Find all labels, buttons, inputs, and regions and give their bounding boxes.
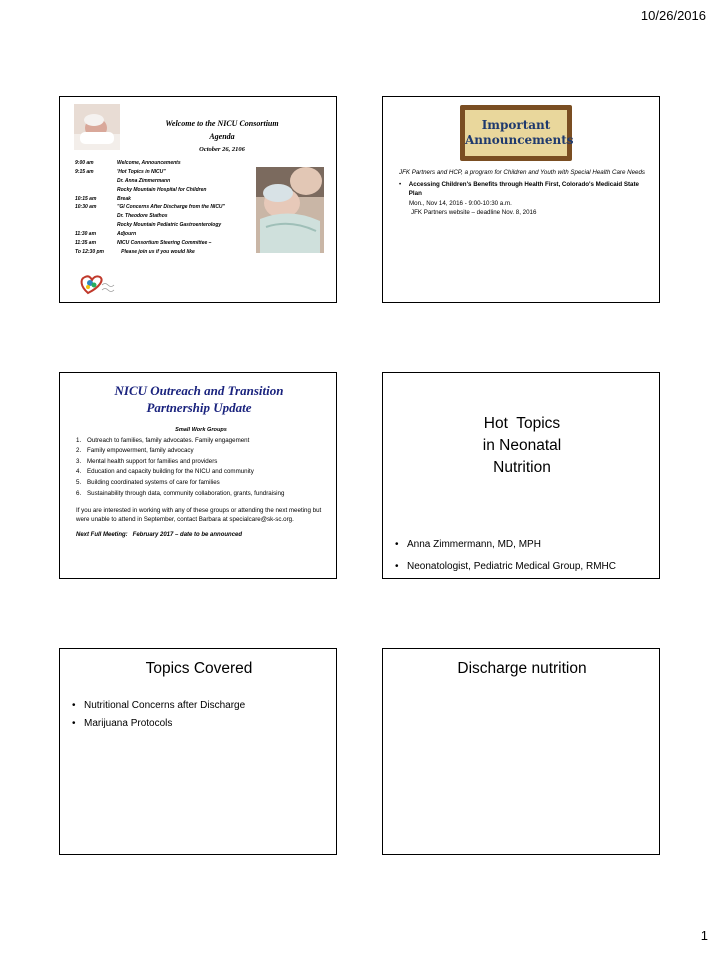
bullet-icon: • <box>399 180 402 188</box>
slide-title: Topics Covered <box>145 660 253 677</box>
agenda-time <box>75 221 117 230</box>
agenda-text: Dr. Anna Zimmermann <box>117 177 171 184</box>
announcement-bullet-text: Accessing Children's Benefits through Health First, Colorado's Medicaid State Plan <box>408 180 639 197</box>
announcement-detail: JFK Partners website – deadline Nov. 8, 2016 <box>411 209 537 216</box>
item-number: 6. <box>76 489 82 497</box>
agenda-text: Break <box>117 195 131 202</box>
slide-title <box>383 413 660 479</box>
item-text: Marijuana Protocols <box>84 718 173 729</box>
announcement-intro: JFK Partners and HCP, a program for Children and Youth with Special Health Care Needs <box>399 169 646 176</box>
announcement-detail: Mon., Nov 14, 2016 - 9:00-10:30 a.m. <box>409 199 512 207</box>
agenda-row <box>75 195 225 204</box>
item-number: 3. <box>76 457 82 465</box>
list-item <box>72 697 334 715</box>
slide-3-nicu-outreach <box>59 372 337 579</box>
agenda-text: Rocky Mountain Pediatric Gastroenterology <box>117 222 222 229</box>
speaker-list <box>395 534 657 578</box>
agenda-time <box>75 186 117 195</box>
agenda-row <box>75 168 225 177</box>
list-item <box>76 436 326 447</box>
bullet-icon: • <box>395 539 399 550</box>
announcement-bullet <box>399 180 649 199</box>
topics-list <box>72 697 334 733</box>
item-text: Nutritional Concerns after Discharge <box>84 700 246 711</box>
agenda-list <box>75 159 225 257</box>
slide-4-hot-topics <box>382 372 660 579</box>
item-number: 1. <box>76 436 82 444</box>
agenda-time: 9:15 am <box>75 168 94 175</box>
agenda-time: 11:30 am <box>75 231 97 238</box>
slide-1-welcome-agenda <box>59 96 337 303</box>
agenda-row <box>75 248 225 257</box>
agenda-time <box>75 212 117 221</box>
agenda-title-line: Agenda <box>209 132 235 141</box>
print-date: 10/26/2016 <box>640 8 706 23</box>
item-text: Mental health support for families and providers <box>87 457 218 465</box>
title-line: Nutrition <box>493 459 551 476</box>
title-line: Hot Topics <box>483 415 561 432</box>
agenda-text: Please join us if you would like <box>117 248 195 255</box>
agenda-time: 10:30 am <box>75 204 97 211</box>
slide-2-important-announcements <box>382 96 660 303</box>
agenda-time: 10:15 am <box>75 195 97 202</box>
item-text: Anna Zimmermann, MD, MPH <box>407 539 541 550</box>
announcement-text <box>399 168 649 218</box>
bullet-icon: • <box>395 561 399 572</box>
important-announcements-banner <box>460 105 572 161</box>
slide-5-topics-covered <box>59 648 337 855</box>
slide-6-discharge-nutrition <box>382 648 660 855</box>
banner-line: Important <box>481 118 551 132</box>
agenda-time: To 12:30 pm <box>75 248 104 255</box>
item-text: Building coordinated systems of care for families <box>87 478 220 486</box>
heart-logo <box>78 271 118 297</box>
agenda-text: Adjourn <box>117 231 137 238</box>
list-item <box>76 446 326 457</box>
agenda-time: 9:00 am <box>75 160 94 166</box>
list-item <box>395 556 657 578</box>
list-item <box>76 467 326 478</box>
list-item <box>76 478 326 489</box>
agenda-time <box>75 177 117 186</box>
item-number: 2. <box>76 447 82 455</box>
list-item <box>76 489 326 500</box>
bullet-icon: • <box>72 718 76 729</box>
list-item <box>72 715 334 733</box>
agenda-row <box>75 230 225 239</box>
agenda-row <box>75 177 225 186</box>
slide-title-line: NICU Outreach and Transition <box>114 383 284 398</box>
work-groups-content <box>76 425 326 541</box>
item-text: Family empowerment, family advocacy <box>87 447 194 455</box>
agenda-text: NICU Consortium Steering Committee – <box>117 240 212 247</box>
banner-line: Announcements <box>465 133 574 147</box>
next-meeting: Next Full Meeting: February 2017 – date to be announced <box>76 532 243 539</box>
list-item <box>395 534 657 556</box>
item-number: 5. <box>76 478 82 486</box>
agenda-text: Welcome, Announcements <box>117 160 181 166</box>
agenda-text: 'Hot Topics in NICU" <box>117 168 166 175</box>
agenda-title-line: Welcome to the NICU Consortium <box>165 119 279 128</box>
agenda-text: Dr. Theodore Stathos <box>117 213 168 220</box>
slide-title: Discharge nutrition <box>457 660 587 677</box>
item-text: Sustainability through data, community collaboration, grants, fundraising <box>87 489 285 497</box>
contact-note: If you are interested in working with any of these groups or attending the next meeting but were unable to attend in September, contact Barbara at specialcare@sk-sc.org. <box>76 507 322 524</box>
agenda-time: 11:35 am <box>75 240 97 247</box>
agenda-row <box>75 186 225 195</box>
agenda-text: Rocky Mountain Hospital for Children <box>117 186 207 193</box>
agenda-text: "GI Concerns After Discharge from the NICU" <box>117 204 225 211</box>
item-text: Outreach to families, family advocates. Family engagement <box>87 436 250 444</box>
title-line: in Neonatal <box>482 437 562 454</box>
sleeping-baby-photo <box>256 167 324 253</box>
slide-title-line: Partnership Update <box>146 400 252 415</box>
agenda-row <box>75 239 225 248</box>
agenda-row <box>75 159 225 168</box>
item-text: Neonatologist, Pediatric Medical Group, RMHC <box>407 561 616 572</box>
bullet-icon: • <box>72 700 76 711</box>
work-groups-heading: Small Work Groups <box>175 427 227 433</box>
agenda-row <box>75 212 225 221</box>
item-number: 4. <box>76 468 82 476</box>
agenda-row <box>75 203 225 212</box>
newborn-photo-thumbnail <box>74 104 120 150</box>
agenda-row <box>75 221 225 230</box>
page-number: 1 <box>700 928 708 943</box>
item-text: Education and capacity building for the NICU and community <box>87 468 254 476</box>
agenda-date: October 26, 2106 <box>199 146 245 153</box>
list-item <box>76 457 326 468</box>
